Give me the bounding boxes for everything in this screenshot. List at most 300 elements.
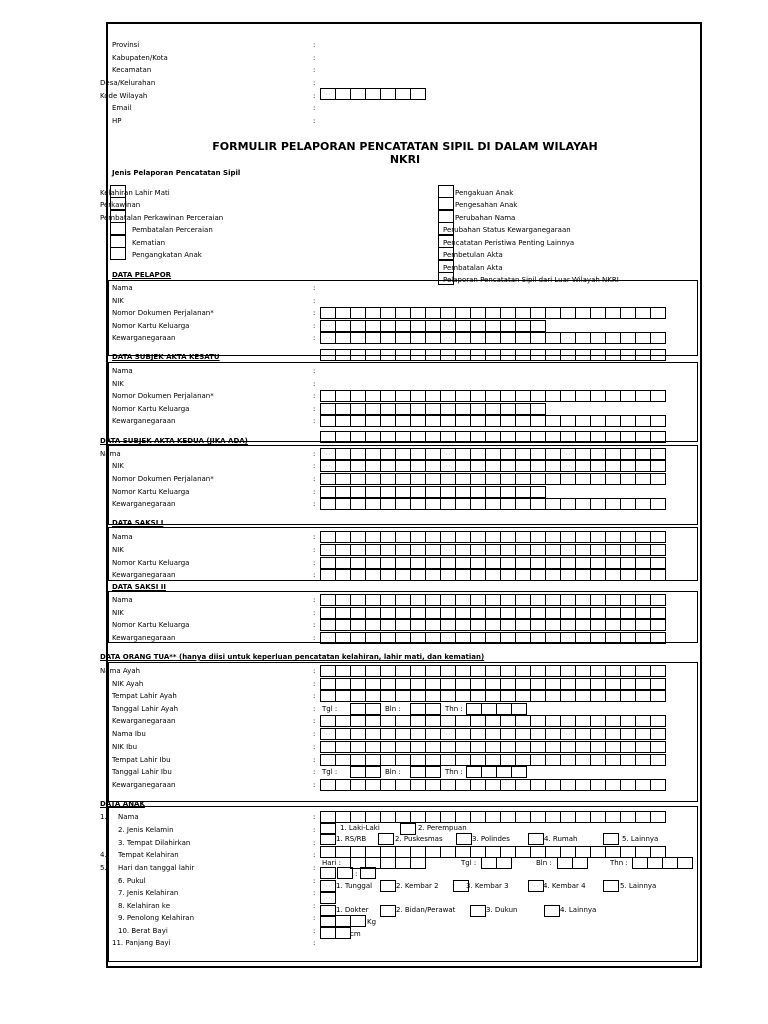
input-cell[interactable] (365, 557, 381, 569)
input-cell[interactable] (575, 678, 591, 690)
input-cell[interactable] (410, 307, 426, 319)
input-cell[interactable] (530, 486, 546, 498)
input-cell[interactable] (350, 619, 366, 631)
input-cell[interactable] (410, 678, 426, 690)
input-cell[interactable] (365, 349, 381, 361)
input-cell[interactable] (365, 415, 381, 427)
input-cell[interactable] (545, 531, 561, 543)
input-cell[interactable] (530, 544, 546, 556)
input-cell[interactable] (380, 544, 396, 556)
input-cell[interactable] (380, 754, 396, 766)
input-cell[interactable] (440, 665, 456, 677)
input-cell[interactable] (515, 678, 531, 690)
input-cell[interactable] (380, 665, 396, 677)
input-cell[interactable] (530, 307, 546, 319)
jenis-kelahiran-box[interactable] (528, 880, 544, 892)
input-cell[interactable] (530, 473, 546, 485)
input-cell[interactable] (365, 619, 381, 631)
input-cell[interactable] (560, 607, 576, 619)
input-cell[interactable] (605, 531, 621, 543)
input-cell[interactable] (515, 448, 531, 460)
input-cell[interactable] (560, 415, 576, 427)
input-cell[interactable] (620, 754, 636, 766)
input-cell[interactable] (320, 531, 336, 543)
input-cell[interactable] (605, 569, 621, 581)
subjek2-field-input[interactable] (320, 460, 665, 472)
input-cell[interactable] (515, 349, 531, 361)
input-cell[interactable] (466, 766, 482, 778)
input-cell[interactable] (425, 607, 441, 619)
input-cell[interactable] (650, 741, 666, 753)
input-cell[interactable] (575, 728, 591, 740)
input-cell[interactable] (380, 448, 396, 460)
input-cell[interactable] (470, 473, 486, 485)
input-cell[interactable] (485, 715, 501, 727)
input-cell[interactable] (620, 741, 636, 753)
input-cell[interactable] (635, 690, 651, 702)
tempat-dilahirkan-box[interactable] (320, 833, 336, 845)
input-cell[interactable] (500, 779, 516, 791)
input-cell[interactable] (590, 846, 606, 858)
input-cell[interactable] (425, 307, 441, 319)
input-cell[interactable] (635, 390, 651, 402)
input-cell[interactable] (395, 754, 411, 766)
input-cell[interactable] (560, 390, 576, 402)
input-cell[interactable] (605, 431, 621, 443)
input-cell[interactable] (605, 728, 621, 740)
input-cell[interactable] (350, 320, 366, 332)
input-cell[interactable] (410, 431, 426, 443)
input-cell[interactable] (560, 678, 576, 690)
input-cell[interactable] (470, 307, 486, 319)
input-cell[interactable] (635, 678, 651, 690)
input-cell[interactable] (455, 431, 471, 443)
input-cell[interactable] (530, 332, 546, 344)
input-cell[interactable] (335, 460, 351, 472)
orangtua-field-input[interactable] (320, 715, 665, 727)
input-cell[interactable] (440, 811, 456, 823)
input-cell[interactable] (410, 741, 426, 753)
input-cell[interactable] (560, 632, 576, 644)
input-cell[interactable] (320, 460, 336, 472)
penolong-box[interactable] (470, 905, 486, 917)
input-cell[interactable] (515, 690, 531, 702)
input-cell[interactable] (575, 531, 591, 543)
input-cell[interactable] (350, 703, 366, 715)
input-cell[interactable] (605, 473, 621, 485)
input-cell[interactable] (530, 607, 546, 619)
input-cell[interactable] (560, 741, 576, 753)
date-tgl-input[interactable] (350, 766, 380, 778)
input-cell[interactable] (320, 88, 336, 100)
input-cell[interactable] (320, 403, 336, 415)
input-cell[interactable] (515, 811, 531, 823)
input-cell[interactable] (425, 498, 441, 510)
input-cell[interactable] (335, 927, 351, 939)
input-cell[interactable] (545, 349, 561, 361)
jenis-left-checkbox[interactable] (110, 197, 126, 210)
input-cell[interactable] (380, 632, 396, 644)
input-cell[interactable] (545, 498, 561, 510)
input-cell[interactable] (677, 857, 693, 869)
input-cell[interactable] (485, 678, 501, 690)
input-cell[interactable] (560, 619, 576, 631)
date-thn-input[interactable] (466, 703, 526, 715)
date-thn-input[interactable] (466, 766, 526, 778)
input-cell[interactable] (320, 390, 336, 402)
berat-input[interactable] (320, 915, 365, 927)
pukul-box[interactable] (360, 867, 376, 879)
input-cell[interactable] (455, 390, 471, 402)
input-cell[interactable] (425, 715, 441, 727)
input-cell[interactable] (530, 415, 546, 427)
input-cell[interactable] (425, 460, 441, 472)
input-cell[interactable] (395, 349, 411, 361)
input-cell[interactable] (590, 678, 606, 690)
subjek1-field-input[interactable] (320, 403, 545, 415)
input-cell[interactable] (530, 811, 546, 823)
input-cell[interactable] (455, 415, 471, 427)
input-cell[interactable] (350, 531, 366, 543)
input-cell[interactable] (455, 557, 471, 569)
input-cell[interactable] (335, 415, 351, 427)
input-cell[interactable] (515, 531, 531, 543)
input-cell[interactable] (605, 811, 621, 823)
input-cell[interactable] (500, 811, 516, 823)
input-cell[interactable] (440, 307, 456, 319)
input-cell[interactable] (350, 741, 366, 753)
input-cell[interactable] (605, 498, 621, 510)
input-cell[interactable] (365, 332, 381, 344)
input-cell[interactable] (590, 607, 606, 619)
input-cell[interactable] (635, 448, 651, 460)
input-cell[interactable] (470, 498, 486, 510)
input-cell[interactable] (335, 448, 351, 460)
input-cell[interactable] (650, 607, 666, 619)
input-cell[interactable] (560, 569, 576, 581)
subjek2-field-input[interactable] (320, 486, 545, 498)
input-cell[interactable] (410, 619, 426, 631)
input-cell[interactable] (515, 403, 531, 415)
input-cell[interactable] (500, 390, 516, 402)
input-cell[interactable] (350, 349, 366, 361)
input-cell[interactable] (590, 473, 606, 485)
panjang-input[interactable] (320, 927, 350, 939)
input-cell[interactable] (575, 569, 591, 581)
input-cell[interactable] (410, 665, 426, 677)
input-cell[interactable] (530, 448, 546, 460)
input-cell[interactable] (575, 307, 591, 319)
input-cell[interactable] (650, 619, 666, 631)
input-cell[interactable] (590, 415, 606, 427)
input-cell[interactable] (650, 678, 666, 690)
input-cell[interactable] (575, 619, 591, 631)
input-cell[interactable] (635, 349, 651, 361)
input-cell[interactable] (440, 678, 456, 690)
input-cell[interactable] (350, 665, 366, 677)
input-cell[interactable] (320, 332, 336, 344)
input-cell[interactable] (635, 431, 651, 443)
subjek2-field-input[interactable] (320, 498, 665, 510)
input-cell[interactable] (335, 632, 351, 644)
input-cell[interactable] (440, 619, 456, 631)
input-cell[interactable] (560, 448, 576, 460)
input-cell[interactable] (620, 607, 636, 619)
orangtua-field-input[interactable] (320, 678, 665, 690)
input-cell[interactable] (605, 619, 621, 631)
input-cell[interactable] (620, 569, 636, 581)
input-cell[interactable] (365, 665, 381, 677)
input-cell[interactable] (575, 349, 591, 361)
input-cell[interactable] (470, 665, 486, 677)
kelahiran-ke-box[interactable] (320, 892, 336, 904)
input-cell[interactable] (335, 390, 351, 402)
input-cell[interactable] (365, 715, 381, 727)
input-cell[interactable] (635, 715, 651, 727)
input-cell[interactable] (635, 498, 651, 510)
input-cell[interactable] (530, 390, 546, 402)
input-cell[interactable] (470, 690, 486, 702)
input-cell[interactable] (575, 607, 591, 619)
jenis-right-checkbox[interactable] (438, 247, 454, 260)
pelapor-field-input[interactable] (320, 320, 545, 332)
input-cell[interactable] (350, 569, 366, 581)
input-cell[interactable] (440, 320, 456, 332)
input-cell[interactable] (455, 594, 471, 606)
input-cell[interactable] (380, 557, 396, 569)
input-cell[interactable] (545, 728, 561, 740)
input-cell[interactable] (380, 569, 396, 581)
input-cell[interactable] (470, 754, 486, 766)
input-cell[interactable] (470, 460, 486, 472)
input-cell[interactable] (335, 665, 351, 677)
input-cell[interactable] (320, 690, 336, 702)
jenis-kelahiran-box[interactable] (320, 880, 336, 892)
input-cell[interactable] (590, 390, 606, 402)
input-cell[interactable] (500, 498, 516, 510)
input-cell[interactable] (575, 431, 591, 443)
input-cell[interactable] (605, 544, 621, 556)
input-cell[interactable] (425, 486, 441, 498)
input-cell[interactable] (496, 703, 512, 715)
bln-input[interactable] (557, 857, 587, 869)
input-cell[interactable] (470, 678, 486, 690)
input-cell[interactable] (545, 448, 561, 460)
input-cell[interactable] (470, 349, 486, 361)
input-cell[interactable] (590, 811, 606, 823)
input-cell[interactable] (440, 403, 456, 415)
input-cell[interactable] (320, 715, 336, 727)
input-cell[interactable] (515, 307, 531, 319)
input-cell[interactable] (530, 665, 546, 677)
input-cell[interactable] (350, 486, 366, 498)
input-cell[interactable] (395, 569, 411, 581)
input-cell[interactable] (395, 431, 411, 443)
input-cell[interactable] (440, 690, 456, 702)
input-cell[interactable] (635, 619, 651, 631)
input-cell[interactable] (530, 403, 546, 415)
input-cell[interactable] (455, 811, 471, 823)
input-cell[interactable] (605, 690, 621, 702)
input-cell[interactable] (590, 349, 606, 361)
input-cell[interactable] (335, 678, 351, 690)
jenis-kelahiran-box[interactable] (603, 880, 619, 892)
input-cell[interactable] (455, 665, 471, 677)
date-bln-input[interactable] (410, 703, 440, 715)
input-cell[interactable] (530, 460, 546, 472)
input-cell[interactable] (605, 632, 621, 644)
input-cell[interactable] (545, 619, 561, 631)
input-cell[interactable] (530, 728, 546, 740)
input-cell[interactable] (350, 307, 366, 319)
input-cell[interactable] (395, 307, 411, 319)
input-cell[interactable] (545, 569, 561, 581)
input-cell[interactable] (515, 779, 531, 791)
input-cell[interactable] (560, 715, 576, 727)
input-cell[interactable] (575, 754, 591, 766)
input-cell[interactable] (650, 594, 666, 606)
input-cell[interactable] (500, 403, 516, 415)
input-cell[interactable] (470, 557, 486, 569)
input-cell[interactable] (545, 754, 561, 766)
input-cell[interactable] (635, 415, 651, 427)
input-cell[interactable] (575, 460, 591, 472)
input-cell[interactable] (335, 332, 351, 344)
input-cell[interactable] (395, 448, 411, 460)
input-cell[interactable] (605, 665, 621, 677)
input-cell[interactable] (590, 531, 606, 543)
input-cell[interactable] (425, 754, 441, 766)
input-cell[interactable] (515, 715, 531, 727)
input-cell[interactable] (425, 544, 441, 556)
input-cell[interactable] (395, 594, 411, 606)
input-cell[interactable] (425, 473, 441, 485)
input-cell[interactable] (485, 569, 501, 581)
tempat-dilahirkan-box[interactable] (456, 833, 472, 845)
input-cell[interactable] (620, 448, 636, 460)
input-cell[interactable] (380, 715, 396, 727)
input-cell[interactable] (410, 569, 426, 581)
input-cell[interactable] (410, 448, 426, 460)
input-cell[interactable] (350, 690, 366, 702)
input-cell[interactable] (350, 715, 366, 727)
input-cell[interactable] (545, 594, 561, 606)
input-cell[interactable] (590, 431, 606, 443)
input-cell[interactable] (620, 544, 636, 556)
input-cell[interactable] (395, 473, 411, 485)
input-cell[interactable] (620, 715, 636, 727)
input-cell[interactable] (485, 460, 501, 472)
input-cell[interactable] (320, 320, 336, 332)
input-cell[interactable] (380, 320, 396, 332)
input-cell[interactable] (485, 594, 501, 606)
input-cell[interactable] (650, 779, 666, 791)
input-cell[interactable] (395, 486, 411, 498)
input-cell[interactable] (590, 779, 606, 791)
subjek1-field-input[interactable] (320, 415, 665, 427)
input-cell[interactable] (620, 390, 636, 402)
input-cell[interactable] (485, 665, 501, 677)
input-cell[interactable] (425, 766, 441, 778)
input-cell[interactable] (380, 349, 396, 361)
input-cell[interactable] (320, 728, 336, 740)
input-cell[interactable] (575, 594, 591, 606)
input-cell[interactable] (425, 690, 441, 702)
input-cell[interactable] (320, 811, 336, 823)
input-cell[interactable] (545, 431, 561, 443)
input-cell[interactable] (395, 690, 411, 702)
input-cell[interactable] (481, 766, 497, 778)
input-cell[interactable] (455, 498, 471, 510)
input-cell[interactable] (500, 473, 516, 485)
input-cell[interactable] (320, 741, 336, 753)
input-cell[interactable] (545, 415, 561, 427)
input-cell[interactable] (425, 846, 441, 858)
input-cell[interactable] (500, 332, 516, 344)
input-cell[interactable] (650, 632, 666, 644)
input-cell[interactable] (485, 607, 501, 619)
input-cell[interactable] (440, 846, 456, 858)
input-cell[interactable] (440, 594, 456, 606)
input-cell[interactable] (496, 766, 512, 778)
input-cell[interactable] (440, 431, 456, 443)
subjek1-extra-row[interactable] (320, 431, 665, 443)
input-cell[interactable] (635, 531, 651, 543)
input-cell[interactable] (647, 857, 663, 869)
input-cell[interactable] (635, 779, 651, 791)
input-cell[interactable] (605, 349, 621, 361)
input-cell[interactable] (496, 857, 512, 869)
input-cell[interactable] (530, 678, 546, 690)
input-cell[interactable] (590, 728, 606, 740)
input-cell[interactable] (320, 594, 336, 606)
input-cell[interactable] (650, 665, 666, 677)
input-cell[interactable] (515, 431, 531, 443)
input-cell[interactable] (455, 531, 471, 543)
jenis-left-checkbox[interactable] (110, 247, 126, 260)
input-cell[interactable] (530, 715, 546, 727)
input-cell[interactable] (500, 619, 516, 631)
date-bln-input[interactable] (410, 766, 440, 778)
input-cell[interactable] (530, 754, 546, 766)
input-cell[interactable] (590, 690, 606, 702)
input-cell[interactable] (530, 349, 546, 361)
input-cell[interactable] (590, 498, 606, 510)
input-cell[interactable] (515, 557, 531, 569)
subjek2-field-input[interactable] (320, 448, 665, 460)
input-cell[interactable] (650, 332, 666, 344)
input-cell[interactable] (560, 811, 576, 823)
input-cell[interactable] (575, 332, 591, 344)
input-cell[interactable] (365, 703, 381, 715)
input-cell[interactable] (620, 498, 636, 510)
input-cell[interactable] (440, 349, 456, 361)
input-cell[interactable] (530, 779, 546, 791)
input-cell[interactable] (560, 557, 576, 569)
input-cell[interactable] (320, 557, 336, 569)
input-cell[interactable] (365, 307, 381, 319)
input-cell[interactable] (320, 915, 336, 927)
input-cell[interactable] (650, 569, 666, 581)
input-cell[interactable] (365, 569, 381, 581)
pelapor-field-input[interactable] (320, 307, 665, 319)
input-cell[interactable] (470, 415, 486, 427)
input-cell[interactable] (590, 665, 606, 677)
input-cell[interactable] (575, 665, 591, 677)
saksi2-field-input[interactable] (320, 607, 665, 619)
input-cell[interactable] (395, 88, 411, 100)
input-cell[interactable] (395, 557, 411, 569)
